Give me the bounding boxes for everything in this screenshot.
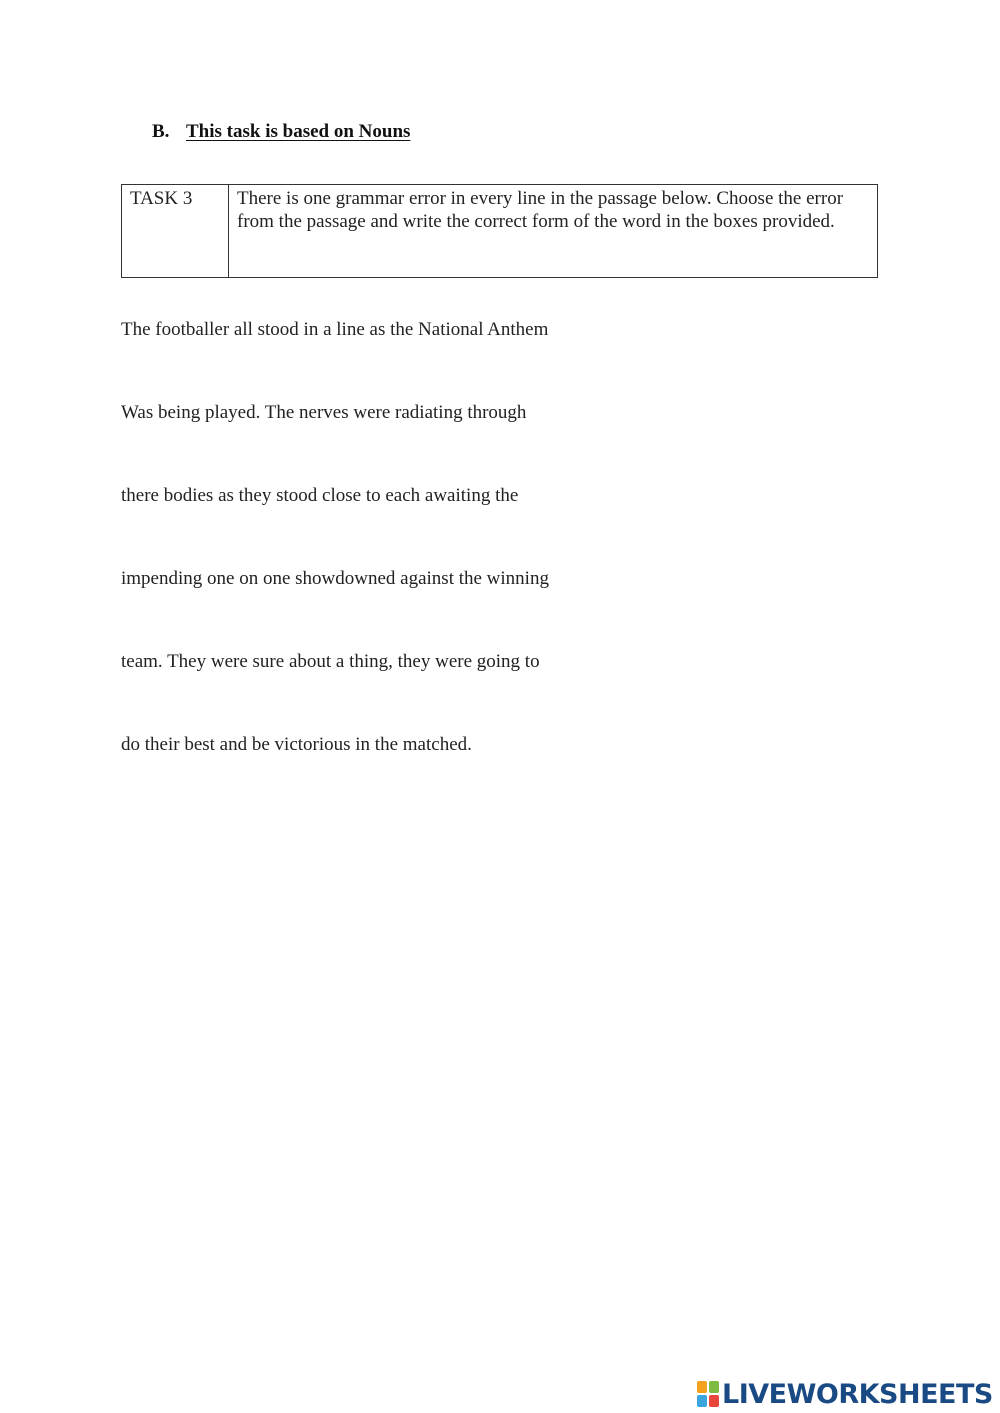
task-table — [121, 184, 878, 278]
logo-tile — [697, 1381, 707, 1393]
section-heading — [152, 121, 410, 143]
passage-line: The footballer all stood in a line as the National Anthem — [121, 319, 549, 340]
passage — [121, 316, 721, 814]
section-letter: B. — [152, 121, 170, 142]
liveworksheets-logo-icon — [697, 1381, 719, 1407]
brand-name: LIVEWORKSHEETS — [722, 1378, 993, 1410]
logo-tile — [697, 1395, 707, 1407]
logo-tile — [709, 1395, 719, 1407]
passage-line: impending one on one showdowned against the winning — [121, 568, 549, 589]
task-instructions: There is one grammar error in every line in the passage below. Choose the error from the passage and write the correct form of the word in the boxes provided. — [229, 185, 878, 278]
brand-logo — [697, 1378, 993, 1410]
logo-tile — [709, 1381, 719, 1393]
task-row — [122, 185, 878, 278]
passage-line: team. They were sure about a thing, they were going to — [121, 651, 540, 672]
passage-line: do their best and be victorious in the matched. — [121, 734, 472, 755]
passage-line: there bodies as they stood close to each awaiting the — [121, 485, 519, 506]
task-label: TASK 3 — [122, 185, 229, 278]
passage-line: Was being played. The nerves were radiating through — [121, 402, 527, 423]
section-title: This task is based on Nouns — [186, 121, 411, 142]
